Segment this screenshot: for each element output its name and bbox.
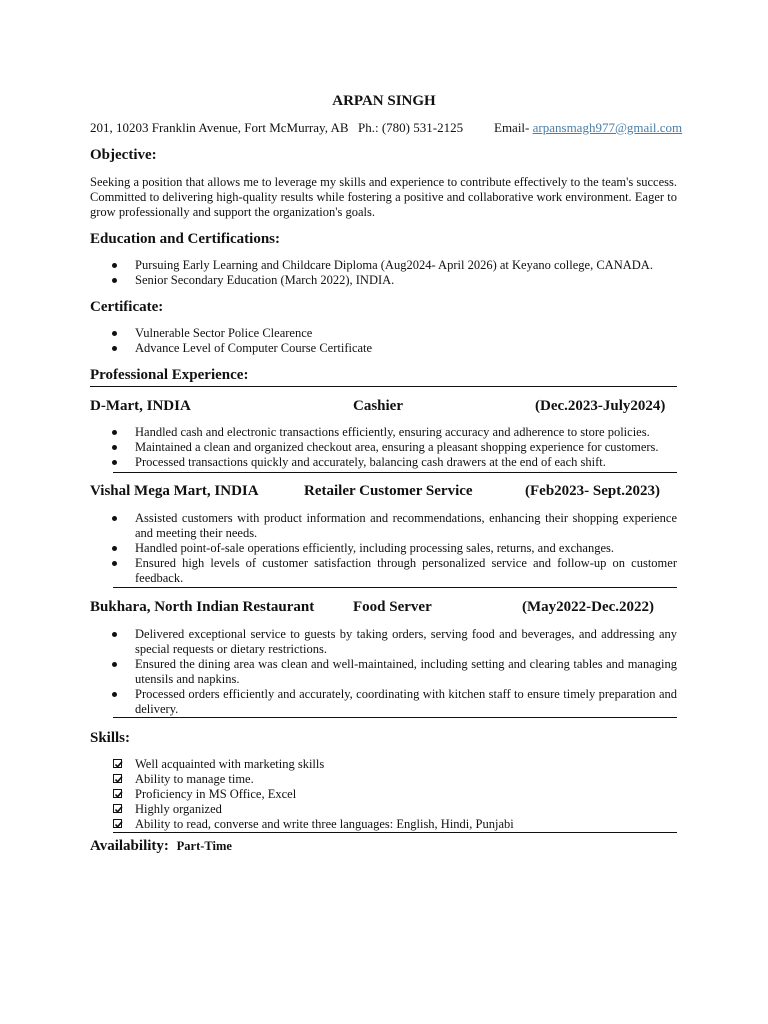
bullet-icon bbox=[112, 662, 117, 667]
job-dates: (Dec.2023-July2024) bbox=[535, 398, 666, 414]
availability-value: Part-Time bbox=[176, 839, 232, 853]
address: 201, 10203 Franklin Avenue, Fort McMurray, AB bbox=[90, 120, 349, 135]
list-item: Processed orders efficiently and accurately, coordinating with kitchen staff to ensure timely preparation and delivery. bbox=[90, 687, 677, 717]
bullet-icon bbox=[112, 632, 117, 637]
checkbox-checked-icon bbox=[113, 789, 122, 798]
availability-row bbox=[90, 838, 232, 855]
list-item: Pursuing Early Learning and Childcare Diploma (Aug2024- April 2026) at Keyano college, CANADA. bbox=[90, 258, 677, 273]
bullet-icon bbox=[112, 692, 117, 697]
objective-text: Seeking a position that allows me to leverage my skills and experience to contribute effectively to the team's success. Committed to delivering high-quality results while fostering a positive and collaborative work environment. Eager to grow professionally and support the organization's goals. bbox=[90, 175, 677, 219]
job-divider bbox=[113, 587, 677, 588]
job-duties-list bbox=[90, 627, 677, 717]
skills-list bbox=[90, 757, 677, 832]
skills-heading: Skills: bbox=[90, 730, 131, 746]
list-item: Senior Secondary Education (March 2022), INDIA. bbox=[90, 273, 677, 288]
list-item: Ensured the dining area was clean and well-maintained, including setting and clearing tables and managing utensils and napkins. bbox=[90, 657, 677, 687]
education-heading: Education and Certifications: bbox=[90, 231, 281, 247]
job-role: Food Server bbox=[353, 599, 432, 615]
bullet-icon bbox=[112, 263, 117, 268]
certificate-list bbox=[90, 326, 677, 356]
list-item: Highly organized bbox=[90, 802, 677, 817]
bullet-icon bbox=[112, 430, 117, 435]
section-divider bbox=[113, 832, 677, 833]
job-role: Retailer Customer Service bbox=[304, 483, 473, 499]
candidate-name: ARPAN SINGH bbox=[332, 93, 436, 109]
certificate-heading: Certificate: bbox=[90, 299, 164, 315]
objective-heading: Objective: bbox=[90, 147, 157, 163]
job-duties-list bbox=[90, 511, 677, 586]
job-dates: (May2022-Dec.2022) bbox=[522, 599, 655, 615]
job-employer: Vishal Mega Mart, INDIA bbox=[90, 483, 259, 499]
bullet-icon bbox=[112, 331, 117, 336]
bullet-icon bbox=[112, 546, 117, 551]
list-item: Assisted customers with product information and recommendations, enhancing their shopping experience and meeting their needs. bbox=[90, 511, 677, 541]
job-dates: (Feb2023- Sept.2023) bbox=[525, 483, 660, 499]
checkbox-checked-icon bbox=[113, 804, 122, 813]
job-duties-list bbox=[90, 425, 677, 470]
list-item: Ensured high levels of customer satisfaction through personalized service and follow-up on customer feedback. bbox=[90, 556, 677, 586]
bullet-icon bbox=[112, 460, 117, 465]
list-item: Advance Level of Computer Course Certificate bbox=[90, 341, 677, 356]
education-list bbox=[90, 258, 677, 288]
list-item: Vulnerable Sector Police Clearence bbox=[90, 326, 677, 341]
job-divider bbox=[113, 472, 677, 473]
checkbox-checked-icon bbox=[113, 759, 122, 768]
phone: Ph.: (780) 531-2125 bbox=[358, 120, 464, 135]
checkbox-checked-icon bbox=[113, 819, 122, 828]
email-label: Email- bbox=[494, 120, 530, 135]
experience-heading: Professional Experience: bbox=[90, 367, 249, 383]
job-employer: D-Mart, INDIA bbox=[90, 398, 191, 414]
list-item: Maintained a clean and organized checkout area, ensuring a pleasant shopping experience for customers. bbox=[90, 440, 677, 455]
list-item: Handled point-of-sale operations efficiently, including processing sales, returns, and exchanges. bbox=[90, 541, 677, 556]
list-item: Ability to manage time. bbox=[90, 772, 677, 787]
section-divider bbox=[90, 386, 677, 387]
list-item: Ability to read, converse and write three languages: English, Hindi, Punjabi bbox=[90, 817, 677, 832]
job-employer: Bukhara, North Indian Restaurant bbox=[90, 599, 315, 615]
bullet-icon bbox=[112, 561, 117, 566]
job-role: Cashier bbox=[353, 398, 403, 414]
email-row bbox=[494, 120, 682, 136]
list-item: Delivered exceptional service to guests by taking orders, serving food and beverages, and addressing any special requests or dietary restrictions. bbox=[90, 627, 677, 657]
list-item: Well acquainted with marketing skills bbox=[90, 757, 677, 772]
checkbox-checked-icon bbox=[113, 774, 122, 783]
bullet-icon bbox=[112, 516, 117, 521]
availability-heading: Availability: bbox=[90, 838, 169, 854]
list-item: Proficiency in MS Office, Excel bbox=[90, 787, 677, 802]
bullet-icon bbox=[112, 445, 117, 450]
email-link[interactable]: arpansmagh977@gmail.com bbox=[532, 120, 683, 135]
bullet-icon bbox=[112, 278, 117, 283]
job-divider bbox=[113, 717, 677, 718]
list-item: Processed transactions quickly and accurately, balancing cash drawers at the end of each shift. bbox=[90, 455, 677, 470]
list-item: Handled cash and electronic transactions efficiently, ensuring accuracy and adherence to store policies. bbox=[90, 425, 677, 440]
bullet-icon bbox=[112, 346, 117, 351]
